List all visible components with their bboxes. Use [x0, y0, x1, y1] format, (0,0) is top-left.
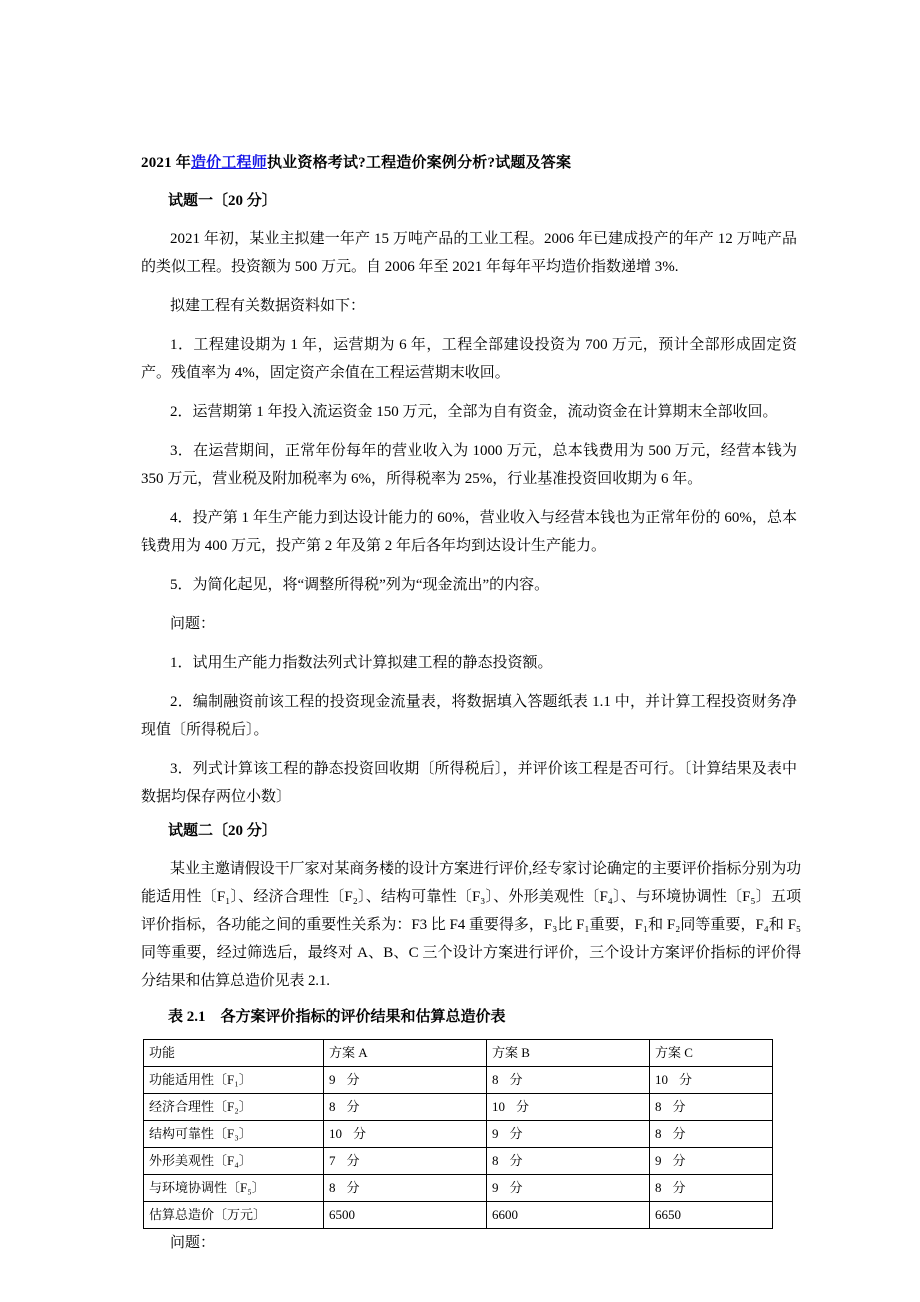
table-row	[144, 1121, 773, 1148]
cell-value: 8	[329, 1099, 336, 1114]
cell-plan-c	[650, 1202, 773, 1229]
table-row	[144, 1202, 773, 1229]
paragraph-q1-item-3: 3．在运营期间，正常年份每年的营业收入为 1000 万元，总本钱费用为 500 万元，经营本钱为 350 万元，营业税及附加税率为 6%，所得税率为 25%，行业基准投资回收期为 6 年。	[141, 443, 797, 487]
cell-unit: 分	[516, 1099, 530, 1114]
page-title	[141, 152, 797, 174]
cell-value: 8	[655, 1099, 662, 1114]
cell-value: 10	[492, 1099, 505, 1114]
table-caption-2-1: 表 2.1 各方案评价指标的评价结果和估算总造价表	[168, 1009, 506, 1025]
paragraph-q1-item-1: 1．工程建设期为 1 年，运营期为 6 年，工程全部建设投资为 700 万元，预计全部形成固定资产。残值率为 4%，固定资产余值在工程运营期末收回。	[141, 337, 797, 381]
paragraph-q1-question-2: 2．编制融资前该工程的投资现金流量表，将数据填入答题纸表 1.1 中，并计算工程投资财务净现值〔所得税后〕。	[141, 694, 797, 738]
paragraph-q1-background: 2021 年初，某业主拟建一年产 15 万吨产品的工业工程。2006 年已建成投产的年产 12 万吨产品的类似工程。投资额为 500 万元。自 2006 年至 2021 年每年平均造价指数递增 3%.	[141, 231, 797, 275]
cell-unit: 分	[346, 1072, 360, 1087]
column-header-function: 功能	[144, 1040, 324, 1067]
column-header-plan-b: 方案 B	[487, 1040, 650, 1067]
cell-plan-b	[487, 1202, 650, 1229]
cell-plan-c	[650, 1148, 773, 1175]
cell-plan-a	[324, 1094, 487, 1121]
cell-plan-c	[650, 1067, 773, 1094]
paragraph-q1-questions-label: 问题：	[170, 616, 216, 632]
cell-plan-a	[324, 1067, 487, 1094]
column-header-plan-a: 方案 A	[324, 1040, 487, 1067]
cell-unit: 分	[509, 1072, 523, 1087]
cell-value: 6500	[329, 1207, 355, 1222]
cell-value: 9	[492, 1126, 499, 1141]
row-label: 经济合理性〔F₂〕	[144, 1094, 324, 1121]
cell-value: 8	[492, 1153, 499, 1168]
cell-plan-c	[650, 1175, 773, 1202]
row-label: 外形美观性〔F₄〕	[144, 1148, 324, 1175]
cell-unit: 分	[509, 1180, 523, 1195]
cell-unit: 分	[672, 1126, 686, 1141]
table-row	[144, 1094, 773, 1121]
cell-value: 6600	[492, 1207, 518, 1222]
cell-value: 10	[655, 1072, 668, 1087]
paragraph-q1-item-2: 2．运营期第 1 年投入流运资金 150 万元，全部为自有资金，流动资金在计算期末全部收回。	[170, 404, 778, 420]
cell-plan-a	[324, 1121, 487, 1148]
cell-value: 8	[492, 1072, 499, 1087]
cell-unit: 分	[353, 1126, 367, 1141]
paragraph-q1-data-intro: 拟建工程有关数据资料如下：	[170, 298, 366, 314]
cell-unit: 分	[672, 1099, 686, 1114]
cell-plan-c	[650, 1094, 773, 1121]
title-prefix: 2021 年	[141, 155, 191, 171]
cell-value: 7	[329, 1153, 336, 1168]
cell-value: 6650	[655, 1207, 681, 1222]
title-suffix: 执业资格考试?工程造价案例分析?试题及答案	[266, 155, 572, 171]
row-label: 功能适用性〔F₁〕	[144, 1067, 324, 1094]
paragraph-q1-item-5: 5．为简化起见，将“调整所得税”列为“现金流出”的内容。	[170, 577, 550, 593]
cell-value: 8	[655, 1180, 662, 1195]
column-header-plan-c: 方案 C	[650, 1040, 773, 1067]
cell-value: 9	[329, 1072, 336, 1087]
cell-unit: 分	[346, 1153, 360, 1168]
table-row	[144, 1175, 773, 1202]
cell-unit: 分	[509, 1153, 523, 1168]
paragraph-q2-questions-label: 问题：	[170, 1235, 216, 1251]
cell-value: 8	[655, 1126, 662, 1141]
paragraph-q1-item-4: 4．投产第 1 年生产能力到达设计能力的 60%，营业收入与经营本钱也为正常年份的 60%，总本钱费用为 400 万元，投产第 2 年及第 2 年后各年均到达设计生产能力。	[141, 510, 797, 554]
title-link-zaojia-gongchengshi[interactable]: 造价工程师	[190, 155, 267, 171]
cell-value: 9	[492, 1180, 499, 1195]
row-label: 估算总造价〔万元〕	[144, 1202, 324, 1229]
cell-plan-a	[324, 1175, 487, 1202]
table-body	[144, 1040, 773, 1229]
cell-unit: 分	[346, 1180, 360, 1195]
paragraph-q2-intro: 某业主邀请假设干厂家对某商务楼的设计方案进行评价,经专家讨论确定的主要评价指标分别为功能适用性〔F₁〕、经济合理性〔F₂〕、结构可靠性〔F₃〕、外形美观性〔F₄〕、与环境协调性〔F₅〕五项评价指标，各功能之间的重要性关系为：F3 比 F4 重要得多，F₃比 F₁重要，F₁和 F₂同等重要，F₄和 F₅同等重要，经过筛选后，最终对 A、B、C 三个设计方案进行评价，三个设计方案评价指标的评价得分结果和估算总造价见表 2.1.	[141, 861, 801, 989]
cell-value: 9	[655, 1153, 662, 1168]
cell-plan-a	[324, 1202, 487, 1229]
cell-plan-b	[487, 1121, 650, 1148]
paragraph-q1-question-3: 3．列式计算该工程的静态投资回收期〔所得税后〕，并评价该工程是否可行。〔计算结果及表中数据均保存两位小数〕	[141, 761, 797, 805]
cell-unit: 分	[672, 1153, 686, 1168]
cell-plan-b	[487, 1067, 650, 1094]
cell-plan-b	[487, 1148, 650, 1175]
cell-value: 10	[329, 1126, 342, 1141]
cell-value: 8	[329, 1180, 336, 1195]
cell-unit: 分	[679, 1072, 693, 1087]
cell-plan-b	[487, 1094, 650, 1121]
document-body	[141, 152, 801, 1268]
cell-unit: 分	[509, 1126, 523, 1141]
table-row	[144, 1148, 773, 1175]
cell-unit: 分	[672, 1180, 686, 1195]
section-heading-question-one: 试题一〔20 分〕	[168, 193, 277, 209]
section-heading-question-two: 试题二〔20 分〕	[168, 823, 277, 839]
cell-plan-c	[650, 1121, 773, 1148]
evaluation-table	[143, 1039, 773, 1229]
row-label: 与环境协调性〔F₅〕	[144, 1175, 324, 1202]
paragraph-q1-question-1: 1．试用生产能力指数法列式计算拟建工程的静态投资额。	[170, 655, 553, 671]
row-label: 结构可靠性〔F₃〕	[144, 1121, 324, 1148]
table-row	[144, 1067, 773, 1094]
cell-plan-b	[487, 1175, 650, 1202]
table-header-row	[144, 1040, 773, 1067]
cell-plan-a	[324, 1148, 487, 1175]
cell-unit: 分	[346, 1099, 360, 1114]
